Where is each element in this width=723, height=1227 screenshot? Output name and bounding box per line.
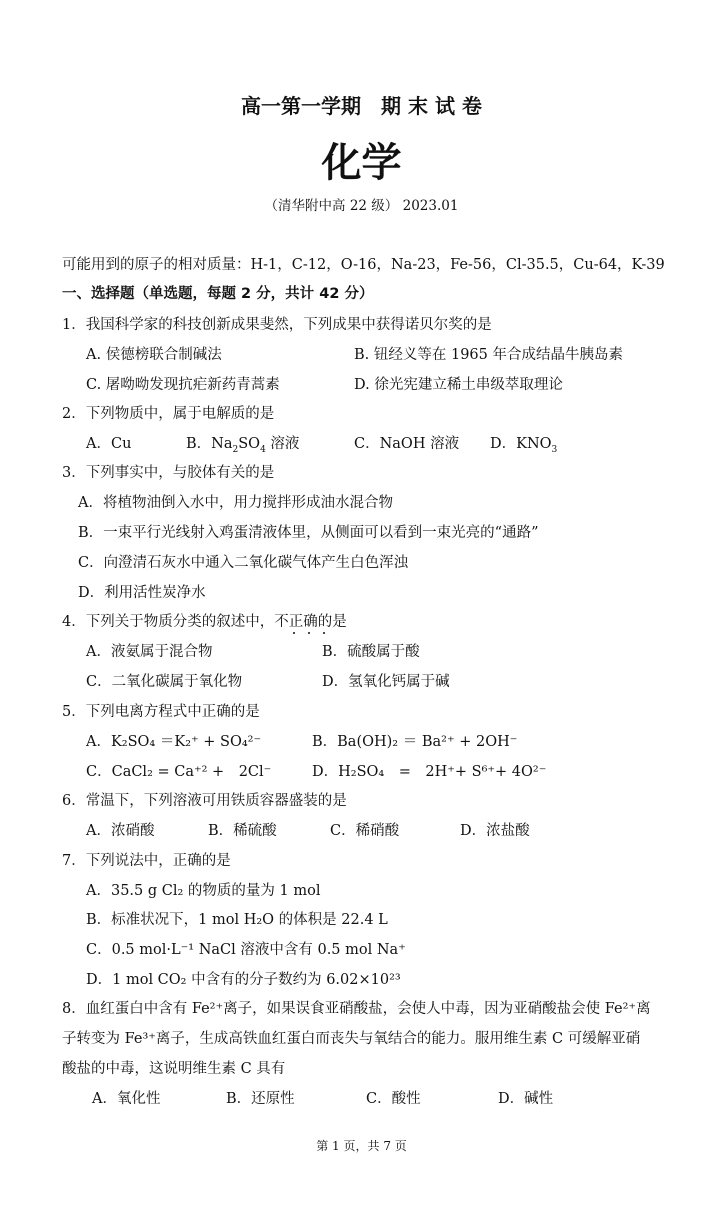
question-8-option-d: D．碱性: [498, 1091, 554, 1107]
question-8-option-a: A．氧化性: [92, 1091, 161, 1107]
exam-title: 高一第一学期 期 末 试 卷: [241, 94, 482, 118]
question-5-option-d: D．H₂SO₄ = 2H⁺+ S⁶⁺+ 4O²⁻: [312, 764, 547, 780]
question-5-option-c: C．CaCl₂ = Ca⁺² + 2Cl⁻: [86, 764, 272, 780]
question-2-stem: 2．下列物质中，属于电解质的是: [62, 406, 275, 422]
question-1-option-d: D. 徐光宪建立稀土串级萃取理论: [354, 377, 563, 393]
question-1-option-a: A. 侯德榜联合制碱法: [86, 347, 222, 363]
emphasis-dot: [293, 632, 295, 634]
question-5-option-a: A．K₂SO₄ ＝K₂⁺ + SO₄²⁻: [86, 734, 262, 750]
subject-title: 化学: [321, 140, 402, 186]
question-7-option-c: C．0.5 mol·L⁻¹ NaCl 溶液中含有 0.5 mol Na⁺: [86, 942, 406, 958]
question-8-stem-line-3: 酸盐的中毒，这说明维生素 C 具有: [62, 1061, 286, 1077]
question-8-option-b: B．还原性: [226, 1091, 295, 1107]
question-3-stem: 3．下列事实中，与胶体有关的是: [62, 465, 275, 481]
question-8-stem-line-1: 8．血红蛋白中含有 Fe²⁺离子，如果误食亚硝酸盐，会使人中毒，因为亚硝酸盐会使 Fe²⁺离: [62, 1001, 651, 1017]
question-6-stem: 6．常温下，下列溶液可用铁质容器盛装的是: [62, 793, 347, 809]
question-3-option-b: B．一束平行光线射入鸡蛋清液体里，从侧面可以看到一束光亮的“通路”: [78, 525, 539, 541]
page-footer: 第 1 页，共 7 页: [316, 1139, 407, 1153]
question-8-stem-line-2: 子转变为 Fe³⁺离子，生成高铁血红蛋白而丧失与氧结合的能力。服用维生素 C 可缓解亚硝: [62, 1031, 641, 1047]
question-4-option-c: C．二氧化碳属于氧化物: [86, 674, 243, 690]
question-3-option-a: A．将植物油倒入水中，用力搅拌形成油水混合物: [78, 495, 393, 511]
question-3-option-d: D．利用活性炭净水: [78, 585, 206, 601]
question-4-option-d: D．氢氧化钙属于碱: [322, 674, 450, 690]
question-7-stem: 7．下列说法中，正确的是: [62, 853, 231, 869]
question-6-option-b: B．稀硫酸: [208, 823, 277, 839]
question-7-option-d: D．1 mol CO₂ 中含有的分子数约为 6.02×10²³: [86, 972, 401, 988]
question-1-option-c: C. 屠呦呦发现抗疟新药青蒿素: [86, 377, 280, 393]
emphasis-dot: [323, 632, 325, 634]
question-7-option-b: B．标准状况下，1 mol H₂O 的体积是 22.4 L: [86, 912, 388, 928]
atomic-masses-line: 可能用到的原子的相对质量：H-1，C-12，O-16，Na-23，Fe-56，Cl-35.5，Cu-64，K-39: [62, 257, 665, 273]
emphasis-dot: [308, 632, 310, 634]
question-6-option-d: D．浓盐酸: [460, 823, 530, 839]
exam-subtitle: （清华附中高 22 级） 2023.01: [264, 198, 459, 214]
question-1-stem: 1．我国科学家的科技创新成果斐然，下列成果中获得诺贝尔奖的是: [62, 317, 492, 333]
question-1-option-b: B. 钮经义等在 1965 年合成结晶牛胰岛素: [354, 347, 623, 363]
section-heading: 一、选择题（单选题，每题 2 分，共计 42 分）: [62, 286, 374, 302]
question-2-option-a: A．Cu: [86, 436, 132, 452]
question-6-option-c: C．稀硝酸: [330, 823, 400, 839]
question-3-option-c: C．向澄清石灰水中通入二氧化碳气体产生白色浑浊: [78, 555, 409, 571]
question-2-option-d: D．$KNO_3$: [490, 436, 558, 455]
question-2-option-b: B．$Na_2SO_4$ 溶液: [186, 436, 300, 455]
question-6-option-a: A．浓硝酸: [86, 823, 155, 839]
question-5-option-b: B．Ba(OH)₂ ＝ Ba²⁺ + 2OH⁻: [312, 734, 518, 750]
question-7-option-a: A．35.5 g Cl₂ 的物质的量为 1 mol: [86, 883, 321, 899]
question-2-option-c: C．NaOH 溶液: [354, 436, 460, 452]
question-5-stem: 5．下列电离方程式中正确的是: [62, 704, 260, 720]
question-4-option-b: B．硫酸属于酸: [322, 644, 420, 660]
question-8-option-c: C．酸性: [366, 1091, 421, 1107]
question-4-option-a: A．液氨属于混合物: [86, 644, 213, 660]
question-4-stem: 4．下列关于物质分类的叙述中，不正确的是: [62, 614, 347, 630]
